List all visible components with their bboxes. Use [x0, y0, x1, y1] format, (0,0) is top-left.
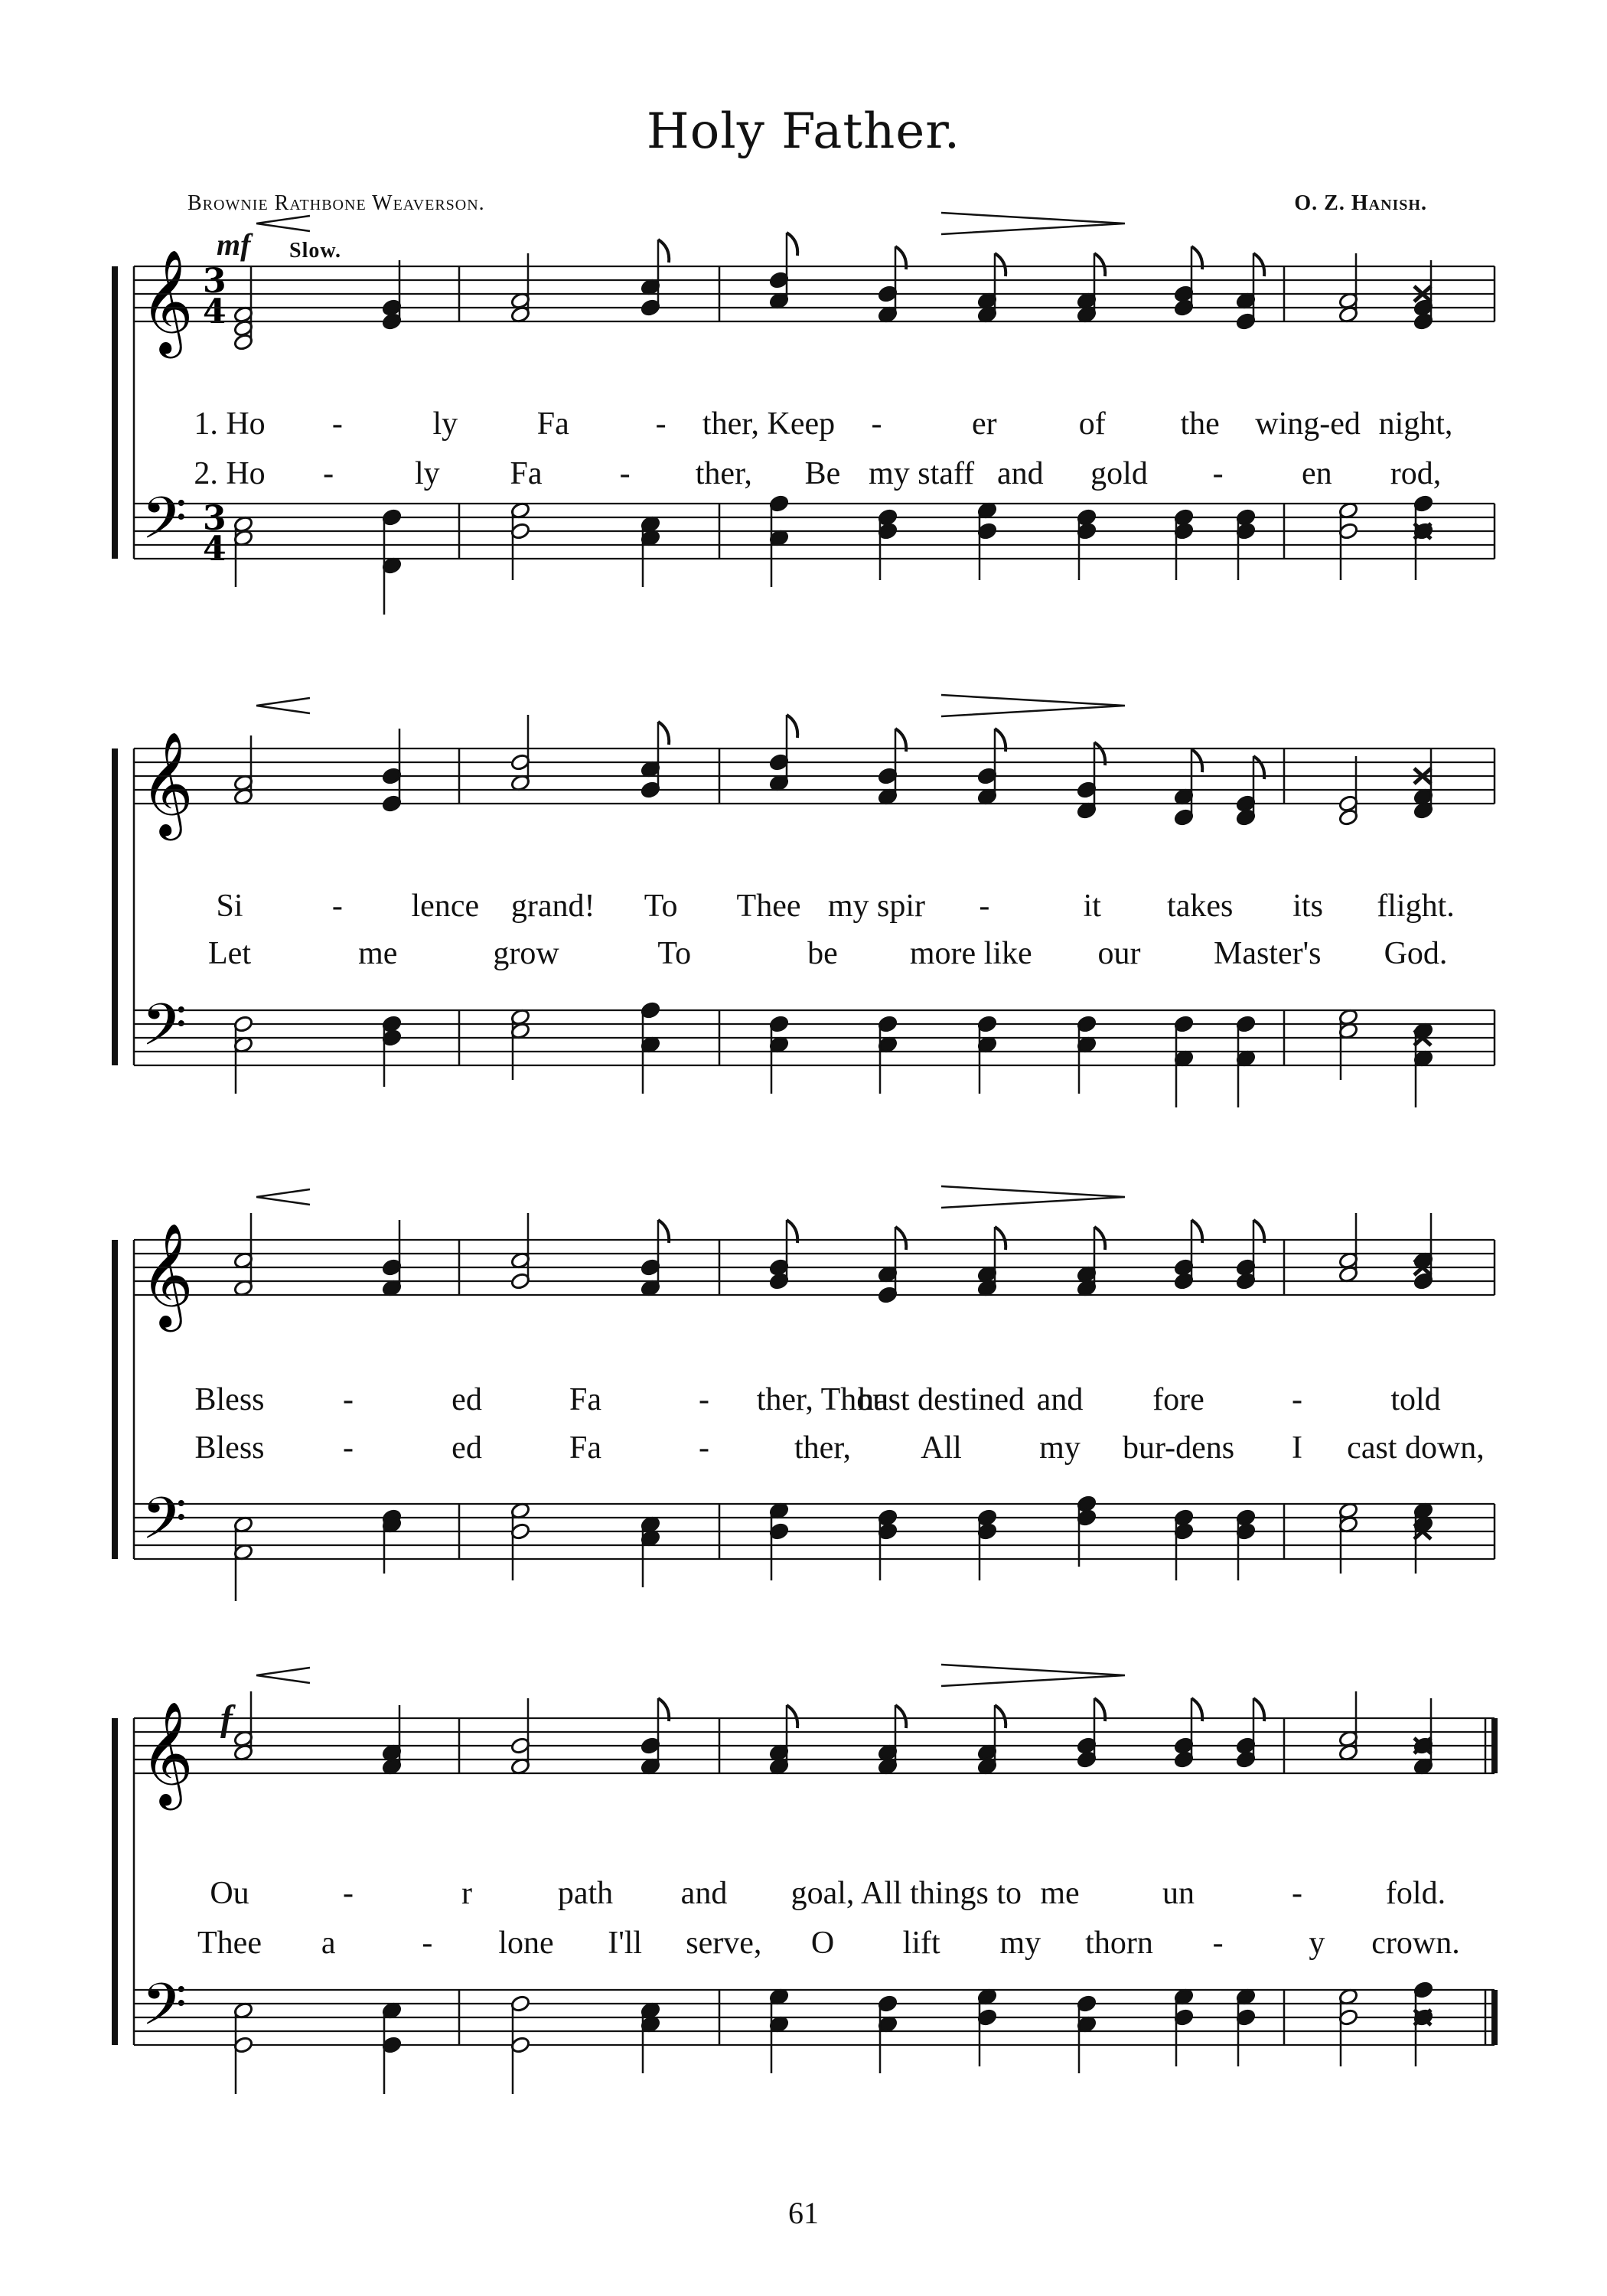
- lyric-syllable: rod,: [1390, 456, 1442, 491]
- treble-staff: [134, 715, 1495, 827]
- lyric-syllable: 2. Ho: [194, 456, 266, 491]
- lyric-syllable: our: [1097, 936, 1141, 971]
- decrescendo-hairpin: [941, 695, 1125, 716]
- lyric-syllable: path: [557, 1876, 614, 1911]
- lyric-syllable: To: [657, 936, 692, 971]
- lyric-syllable: ed: [451, 1382, 482, 1417]
- lyric-syllable: my spir: [827, 889, 926, 924]
- lyric-syllable: y: [1309, 1926, 1325, 1961]
- lyric-syllable: To: [644, 889, 678, 924]
- lyric-syllable: er: [972, 406, 997, 442]
- lyric-syllable: -: [343, 1876, 354, 1911]
- crescendo-hairpin: [256, 698, 310, 713]
- time-signature-bottom: 4: [203, 530, 227, 569]
- lyric-syllable: Fa: [536, 406, 569, 442]
- page-number: 61: [788, 2196, 819, 2230]
- lyric-syllable: me: [358, 936, 398, 971]
- note-flag: [995, 253, 1006, 276]
- note-flag: [995, 1227, 1006, 1250]
- lyric-syllable: un: [1162, 1876, 1195, 1911]
- lyric-syllable: ther,: [695, 456, 752, 491]
- lyric-syllable: goal,: [790, 1876, 855, 1911]
- note-flag: [787, 1705, 797, 1728]
- lyric-syllable: All things to: [860, 1876, 1022, 1911]
- lyric-syllable: -: [331, 889, 343, 924]
- lyric-syllable: told: [1390, 1382, 1441, 1417]
- lyric-syllable: O: [810, 1926, 835, 1961]
- hymn-title: Holy Father.: [646, 103, 961, 160]
- note-flag: [787, 715, 797, 738]
- note-flag: [995, 1705, 1006, 1728]
- lyric-syllable: Thee: [736, 889, 801, 924]
- lyric-syllable: -: [871, 406, 882, 442]
- crescendo-hairpin: [256, 216, 310, 231]
- bass-clef: 𝄢: [142, 1485, 187, 1567]
- bass-staff: [134, 1495, 1495, 1601]
- lyric-syllable: night,: [1378, 406, 1453, 442]
- music-system: [115, 1665, 1495, 2053]
- lyric-syllable: I'll: [608, 1926, 643, 1961]
- lyric-syllable: its: [1292, 889, 1323, 924]
- lyric-syllable: ther, Keep: [702, 406, 836, 442]
- lyric-syllable: and: [680, 1876, 728, 1911]
- treble-clef: 𝄞: [140, 1221, 194, 1327]
- treble-staff: [134, 1691, 1495, 1776]
- decrescendo-hairpin: [941, 1665, 1125, 1686]
- lyric-syllable: flight.: [1377, 889, 1455, 924]
- lyric-syllable: en: [1302, 456, 1332, 491]
- note-flag: [658, 722, 669, 745]
- lyric-syllable: I: [1292, 1430, 1302, 1466]
- bass-clef: 𝄢: [142, 484, 187, 566]
- lyric-syllable: the: [1180, 406, 1220, 442]
- lyric-syllable: gold: [1090, 456, 1148, 491]
- lyric-syllable: -: [422, 1926, 433, 1961]
- treble-clef: 𝄞: [140, 1700, 194, 1805]
- lyric-syllable: -: [1292, 1876, 1302, 1911]
- dynamic-mezzo-forte: mf: [217, 227, 251, 262]
- lyric-syllable: my: [1039, 1430, 1081, 1466]
- lyric-syllable: ly: [432, 406, 458, 442]
- lyric-syllable: of: [1078, 406, 1106, 442]
- lyric-syllable: -: [1292, 1382, 1302, 1417]
- lyric-syllable: and: [997, 456, 1044, 491]
- lyric-syllable: -: [619, 456, 631, 491]
- lyric-syllable: Bless: [194, 1430, 265, 1466]
- music-system: [115, 1186, 1495, 1567]
- lyric-syllable: me: [1040, 1876, 1080, 1911]
- time-signature-bottom: 4: [203, 292, 227, 331]
- lyric-syllable: hast destined: [857, 1382, 1025, 1417]
- bass-clef: 𝄢: [142, 1971, 187, 2053]
- lyric-syllable: grow: [493, 936, 559, 971]
- lyric-syllable: lence: [411, 889, 480, 924]
- lyric-syllable: -: [323, 456, 334, 491]
- note-flag: [787, 233, 797, 256]
- music-system: [115, 695, 1495, 1073]
- lyric-syllable: Master's: [1213, 936, 1322, 971]
- lyric-syllable: Be: [804, 456, 841, 491]
- treble-clef: 𝄞: [140, 730, 194, 836]
- lyric-syllable: thorn: [1085, 1926, 1153, 1961]
- tempo-marking: Slow.: [289, 239, 342, 263]
- lyric-syllable: lift: [902, 1926, 940, 1961]
- note-flag: [1094, 253, 1105, 276]
- lyric-syllable: crown.: [1371, 1926, 1460, 1961]
- lyric-syllable: it: [1083, 889, 1101, 924]
- lyric-syllable: -: [343, 1430, 354, 1466]
- crescendo-hairpin: [256, 1668, 310, 1683]
- lyric-syllable: Let: [208, 936, 251, 971]
- lyric-syllable: Fa: [569, 1382, 601, 1417]
- note-flag: [1253, 253, 1264, 276]
- lyric-syllable: -: [655, 406, 667, 442]
- lyric-syllable: Si: [216, 889, 243, 924]
- lyric-syllable: ther,: [794, 1430, 852, 1466]
- bass-clef: 𝄢: [142, 991, 187, 1073]
- lyric-syllable: r: [461, 1876, 472, 1911]
- lyric-syllable: fold.: [1385, 1876, 1446, 1911]
- lyric-syllable: -: [699, 1382, 709, 1417]
- lyric-syllable: ed: [451, 1430, 482, 1466]
- crescendo-hairpin: [256, 1189, 310, 1205]
- lyric-syllable: and: [1036, 1382, 1084, 1417]
- lyric-syllable: a: [321, 1926, 336, 1961]
- treble-staff: [134, 1213, 1495, 1304]
- lyric-syllable: Bless: [194, 1382, 265, 1417]
- lyric-syllable: cast down,: [1347, 1430, 1485, 1466]
- bass-staff: [134, 494, 1495, 615]
- decrescendo-hairpin: [941, 213, 1125, 234]
- lyric-syllable: serve,: [686, 1926, 762, 1961]
- lyric-syllable: my: [999, 1926, 1041, 1961]
- lyric-syllable: -: [1212, 1926, 1224, 1961]
- note-flag: [1094, 1227, 1105, 1250]
- time-signature-top: 3: [203, 499, 227, 538]
- dynamic-forte: f: [220, 1698, 233, 1739]
- lyric-syllable: 1. Ho: [194, 406, 266, 442]
- note-flag: [1191, 749, 1202, 772]
- lyric-syllable: fore: [1152, 1382, 1204, 1417]
- note-flag: [895, 1705, 906, 1728]
- lyric-syllable: God.: [1384, 936, 1448, 971]
- note-flag: [658, 240, 669, 263]
- lyric-syllable: takes: [1167, 889, 1234, 924]
- lyric-syllable: -: [331, 406, 343, 442]
- lyric-syllable: wing-ed: [1255, 406, 1361, 442]
- bass-staff: [134, 1981, 1495, 2094]
- composer-credit: O. Z. Hanish.: [1294, 191, 1427, 215]
- lyric-syllable: ly: [414, 456, 440, 491]
- lyric-syllable: grand!: [510, 889, 595, 924]
- bass-staff: [134, 1001, 1495, 1107]
- lyric-syllable: All: [921, 1430, 962, 1466]
- lyric-syllable: Fa: [510, 456, 543, 491]
- lyric-syllable: -: [343, 1382, 354, 1417]
- time-signature-top: 3: [203, 262, 227, 301]
- note-flag: [895, 1227, 906, 1250]
- treble-clef: 𝄞: [140, 248, 194, 354]
- lyric-syllable: lone: [498, 1926, 554, 1961]
- lyricist-credit: Brownie Rathbone Weaverson.: [187, 191, 485, 215]
- lyric-syllable: be: [807, 936, 838, 971]
- lyric-syllable: -: [979, 889, 990, 924]
- lyric-syllable: ther, Thou: [756, 1382, 889, 1417]
- lyric-syllable: Ou: [210, 1876, 249, 1911]
- lyric-syllable: Fa: [569, 1430, 601, 1466]
- lyric-syllable: -: [699, 1430, 709, 1466]
- decrescendo-hairpin: [941, 1186, 1125, 1208]
- lyric-syllable: my staff: [869, 456, 975, 491]
- lyric-syllable: -: [1212, 456, 1224, 491]
- lyric-syllable: bur-dens: [1122, 1430, 1235, 1466]
- lyric-syllable: more like: [909, 936, 1032, 971]
- lyric-syllable: Thee: [197, 1926, 262, 1961]
